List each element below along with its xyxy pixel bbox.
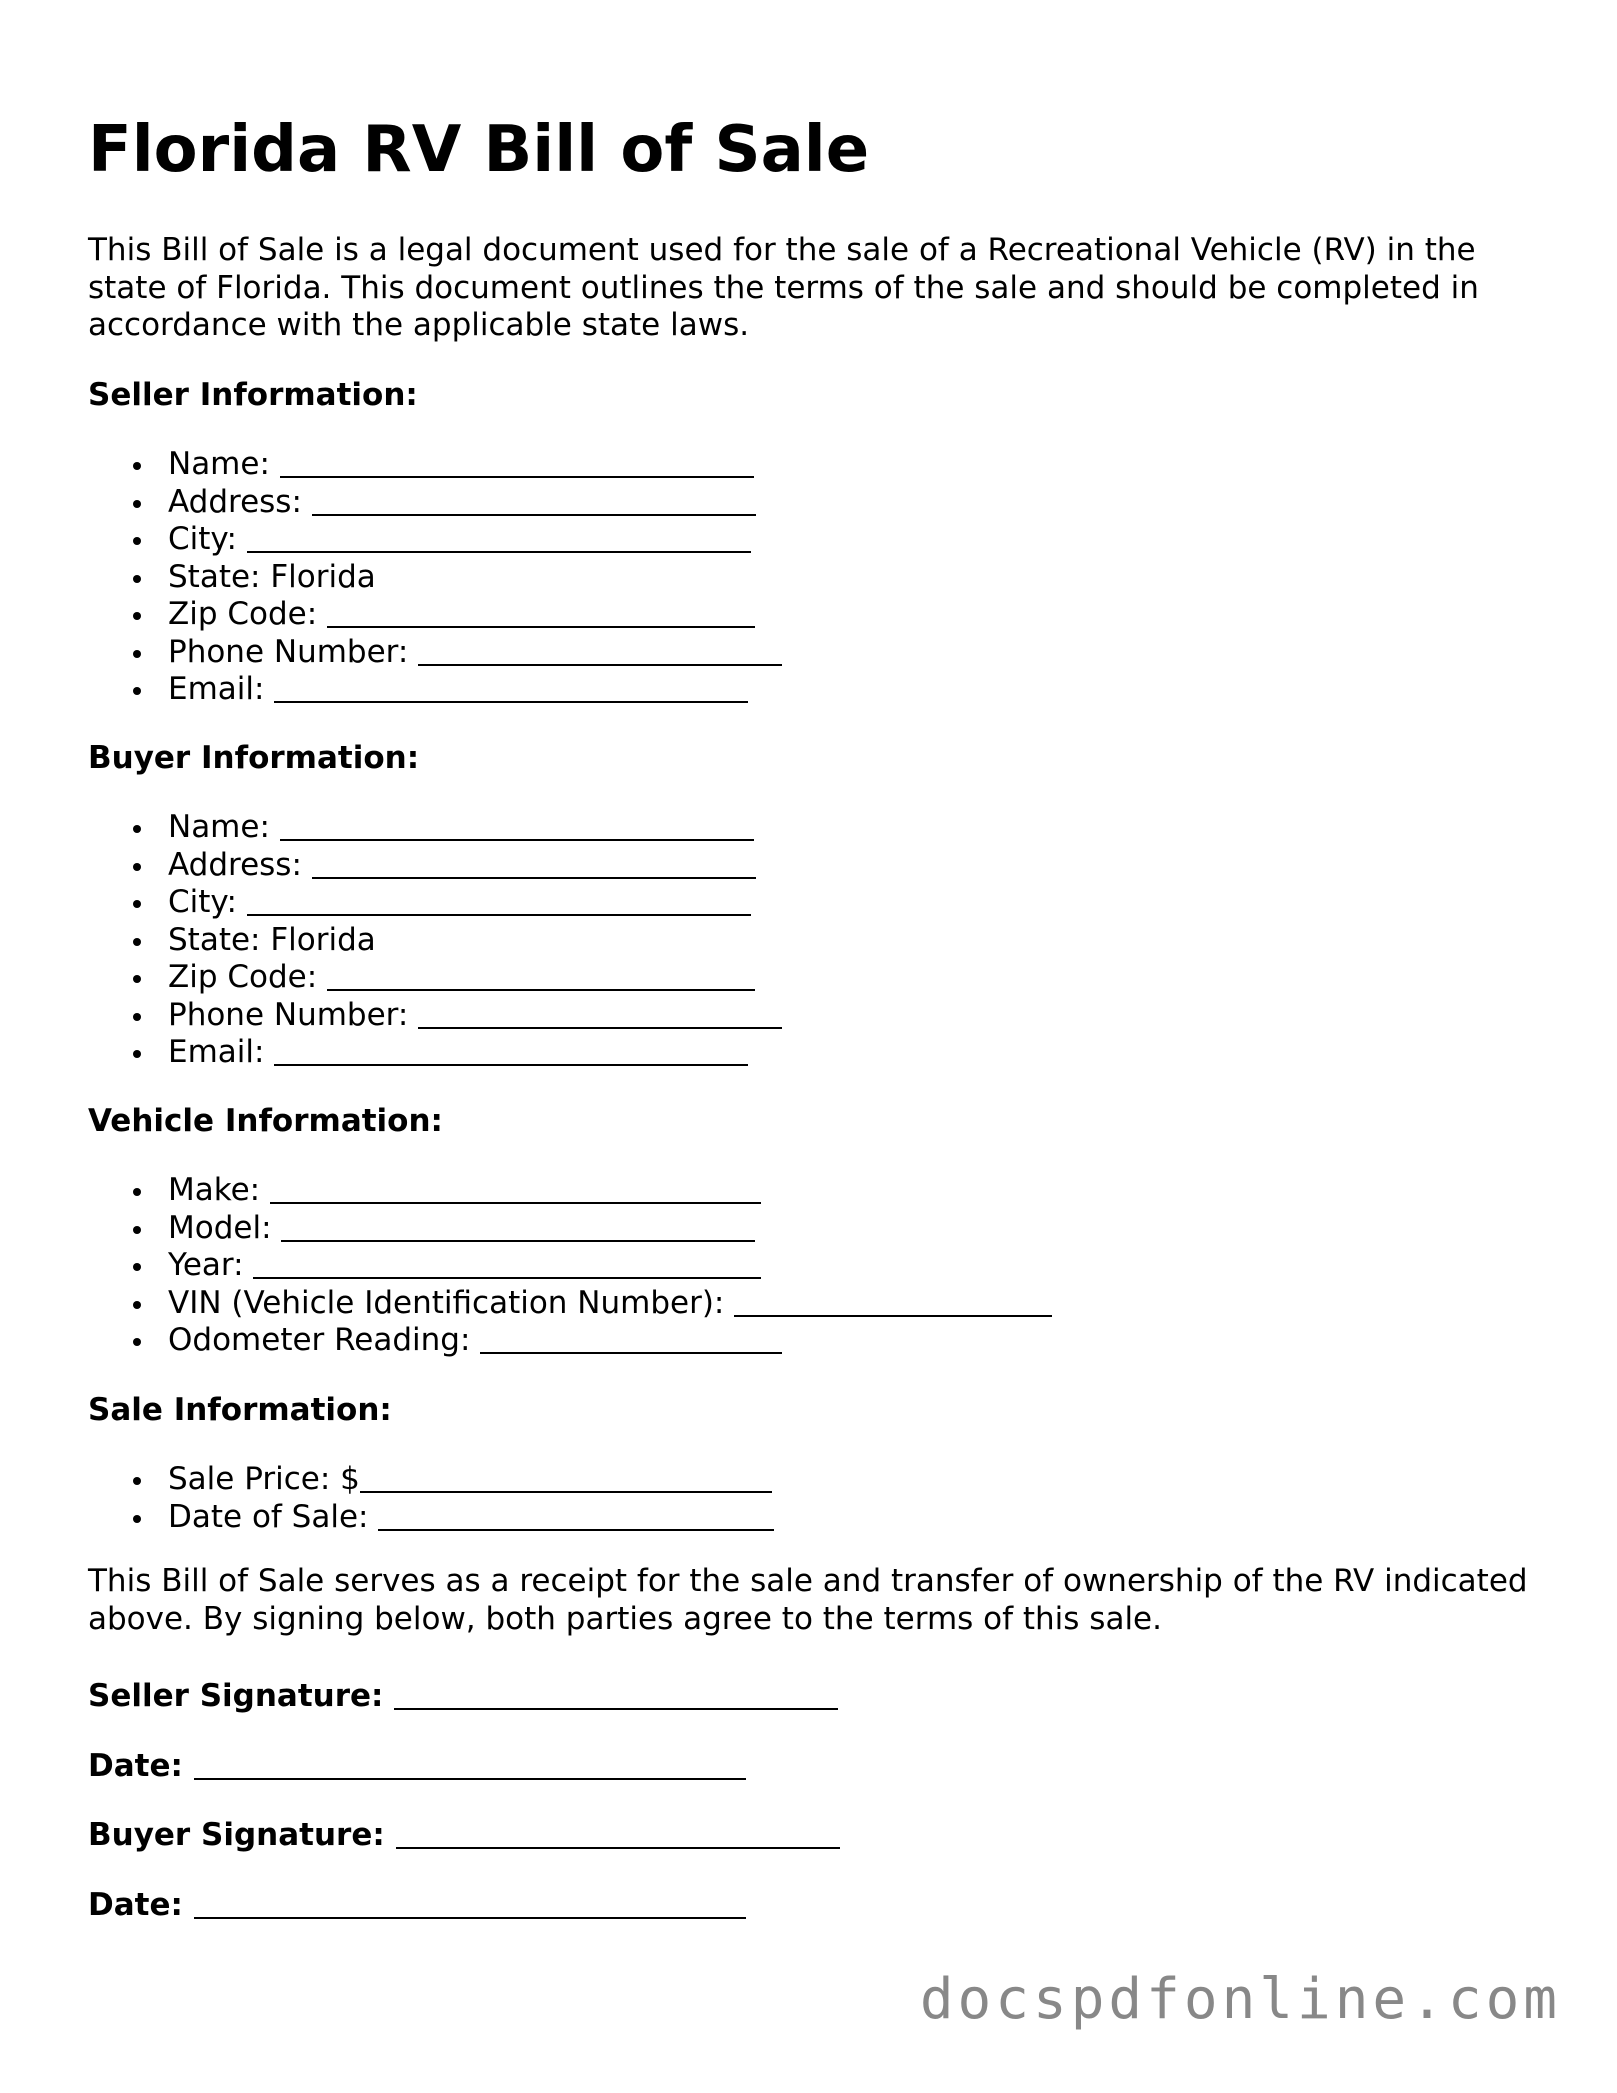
vehicle-section xyxy=(88,1102,1528,1360)
vehicle-vin-blank[interactable] xyxy=(734,1285,1052,1317)
seller-email-field xyxy=(88,671,1528,709)
seller-date-line xyxy=(88,1747,746,1785)
buyer-email-field xyxy=(88,1034,1528,1072)
vehicle-make-blank[interactable] xyxy=(270,1172,761,1204)
seller-section xyxy=(88,376,1528,709)
buyer-city-field xyxy=(88,884,1528,922)
seller-zip-field xyxy=(88,596,1528,634)
buyer-name-blank[interactable] xyxy=(280,809,754,841)
seller-phone-field xyxy=(88,634,1528,672)
buyer-heading: Buyer Information: xyxy=(88,740,420,776)
buyer-date-label: Date: xyxy=(88,1887,194,1923)
buyer-state-field xyxy=(88,922,1528,960)
field-label: Email: xyxy=(168,1034,275,1070)
field-label: City: xyxy=(168,884,247,920)
field-label: Odometer Reading: xyxy=(168,1322,481,1358)
vehicle-odometer-field xyxy=(88,1322,1528,1360)
buyer-signature-line xyxy=(88,1816,840,1854)
field-label: Name: xyxy=(168,809,280,845)
vehicle-fields xyxy=(88,1172,1528,1360)
vehicle-year-blank[interactable] xyxy=(253,1247,761,1279)
buyer-date-blank[interactable] xyxy=(194,1887,746,1919)
seller-signature-blank[interactable] xyxy=(394,1678,838,1710)
seller-state-field xyxy=(88,559,1528,597)
field-label: Zip Code: xyxy=(168,596,328,632)
buyer-zip-blank[interactable] xyxy=(327,959,755,991)
seller-date-label: Date: xyxy=(88,1748,194,1784)
seller-email-blank[interactable] xyxy=(274,671,748,703)
buyer-fields xyxy=(88,809,1528,1072)
vehicle-model-field xyxy=(88,1210,1528,1248)
buyer-address-field xyxy=(88,847,1528,885)
seller-signature-label: Seller Signature: xyxy=(88,1678,395,1714)
seller-heading: Seller Information: xyxy=(88,377,418,413)
sale-date-blank[interactable] xyxy=(378,1499,774,1531)
intro-paragraph: This Bill of Sale is a legal document used for the sale of a Recreational Vehicle (RV) in the state of Florida. This document outlines the terms of the sale and should be completed in accordance with the applicable state laws. xyxy=(88,232,1479,343)
buyer-email-blank[interactable] xyxy=(274,1034,748,1066)
sale-date-field xyxy=(88,1499,1528,1537)
field-label: State: Florida xyxy=(168,921,376,958)
seller-phone-blank[interactable] xyxy=(418,634,782,666)
vehicle-odometer-blank[interactable] xyxy=(480,1322,782,1354)
sale-fields xyxy=(88,1461,1528,1536)
field-label: Phone Number: xyxy=(168,996,419,1033)
sale-price-field xyxy=(88,1461,1528,1499)
seller-address-field xyxy=(88,484,1528,522)
seller-date-blank[interactable] xyxy=(194,1748,746,1780)
seller-name-field xyxy=(88,446,1528,484)
buyer-phone-field xyxy=(88,997,1528,1035)
buyer-signature-blank[interactable] xyxy=(396,1817,840,1849)
vehicle-vin-field xyxy=(88,1285,1528,1323)
buyer-name-field xyxy=(88,809,1528,847)
vehicle-year-field xyxy=(88,1247,1528,1285)
seller-address-blank[interactable] xyxy=(312,484,756,516)
sale-price-blank[interactable] xyxy=(360,1461,772,1493)
buyer-address-blank[interactable] xyxy=(312,847,756,879)
seller-fields xyxy=(88,446,1528,709)
field-label: Date of Sale: xyxy=(168,1498,379,1535)
field-label: Address: xyxy=(168,483,312,520)
field-label: Zip Code: xyxy=(168,959,328,995)
field-label: Address: xyxy=(168,846,312,883)
field-label: VIN (Vehicle Identification Number): xyxy=(168,1284,735,1321)
field-label: Make: xyxy=(168,1172,270,1208)
field-label: Year: xyxy=(168,1247,254,1283)
field-label: Sale Price: $ xyxy=(168,1461,360,1497)
field-label: State: Florida xyxy=(168,558,376,595)
field-label: Model: xyxy=(168,1209,282,1246)
vehicle-model-blank[interactable] xyxy=(281,1210,755,1242)
buyer-zip-field xyxy=(88,959,1528,997)
buyer-date-line xyxy=(88,1886,746,1924)
buyer-city-blank[interactable] xyxy=(247,884,751,916)
field-label: Email: xyxy=(168,671,275,707)
vehicle-make-field xyxy=(88,1172,1528,1210)
field-label: Name: xyxy=(168,446,280,482)
watermark-text: docspdfonline.com xyxy=(919,1967,1561,2032)
buyer-phone-blank[interactable] xyxy=(418,997,782,1029)
sale-heading: Sale Information: xyxy=(88,1392,392,1428)
sale-section xyxy=(88,1391,1528,1536)
vehicle-heading: Vehicle Information: xyxy=(88,1103,443,1139)
seller-city-blank[interactable] xyxy=(247,521,751,553)
field-label: City: xyxy=(168,521,247,557)
seller-signature-line xyxy=(88,1677,838,1715)
buyer-section xyxy=(88,739,1528,1072)
field-label: Phone Number: xyxy=(168,633,419,670)
seller-zip-blank[interactable] xyxy=(327,596,755,628)
closing-paragraph: This Bill of Sale serves as a receipt for the sale and transfer of ownership of the RV indicated above. By signing below, both parties agree to the terms of this sale. xyxy=(88,1563,1528,1637)
buyer-signature-label: Buyer Signature: xyxy=(88,1817,396,1853)
seller-name-blank[interactable] xyxy=(280,446,754,478)
document-title: Florida RV Bill of Sale xyxy=(88,113,870,187)
seller-city-field xyxy=(88,521,1528,559)
